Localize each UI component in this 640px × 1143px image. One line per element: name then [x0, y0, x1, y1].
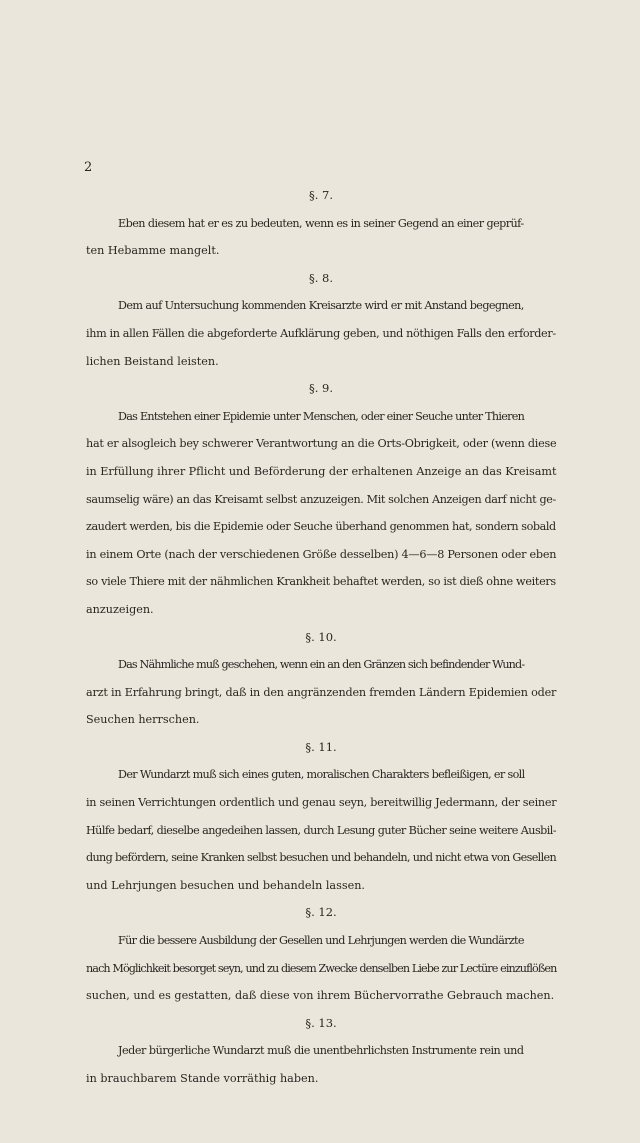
text-line: so viele Thiere mit der nähmlichen Krankheit behaftet werden, so ist dieß ohne weiters	[86, 575, 556, 589]
section-heading: §. 11.	[305, 739, 337, 754]
section-heading: §. 12.	[305, 905, 337, 920]
text-line: Jeder bürgerliche Wundarzt muß die unentbehrlichsten Instrumente rein und	[118, 1044, 524, 1058]
page-number: 2	[84, 160, 93, 175]
section-heading: §. 13.	[305, 1015, 337, 1030]
text-line: in brauchbarem Stande vorräthig haben.	[86, 1072, 319, 1085]
section-paragraph	[86, 210, 556, 265]
section-heading: §. 9.	[308, 381, 334, 396]
text-line: saumselig wäre) an das Kreisamt selbst anzuzeigen. Mit solchen Anzeigen darf nicht ge-	[86, 492, 556, 506]
text-line: Der Wundarzt muß sich eines guten, moralischen Charakters befleißigen, er soll	[118, 768, 525, 782]
section-paragraph	[86, 651, 556, 734]
text-line: in seinen Verrichtungen ordentlich und genau seyn, bereitwillig Jedermann, der seiner	[86, 796, 557, 810]
text-line: in Erfüllung ihrer Pflicht und Beförderung der erhaltenen Anzeige an das Kreisamt	[86, 464, 557, 478]
text-line: dung befördern, seine Kranken selbst besuchen und behandeln, und nicht etwa von Gesellen	[86, 851, 557, 865]
section-paragraph	[86, 927, 556, 1010]
text-line: zaudert werden, bis die Epidemie oder Seuche überhand genommen hat, sondern sobald	[86, 520, 556, 534]
section-paragraph	[86, 292, 556, 375]
text-line: suchen, und es gestatten, daß diese von ihrem Büchervorrathe Gebrauch machen.	[86, 989, 555, 1003]
section-paragraph	[86, 403, 556, 624]
text-line: Für die bessere Ausbildung der Gesellen und Lehrjungen werden die Wundärzte	[118, 934, 524, 948]
section-paragraph	[86, 761, 556, 899]
text-line: Das Nähmliche muß geschehen, wenn ein an den Gränzen sich befindender Wund-	[118, 658, 525, 672]
text-line: in einem Orte (nach der verschiedenen Größe desselben) 4—6—8 Personen oder eben	[86, 547, 557, 561]
text-line: Seuchen herrschen.	[86, 713, 200, 727]
text-line: ten Hebamme mangelt.	[86, 244, 220, 258]
text-line: Dem auf Untersuchung kommenden Kreisarzte wird er mit Anstand begegnen,	[118, 299, 524, 313]
text-line: anzuzeigen.	[86, 602, 154, 616]
section-heading: §. 10.	[305, 629, 337, 644]
text-line: lichen Beistand leisten.	[86, 354, 219, 368]
text-line: nach Möglichkeit besorget seyn, und zu diesem Zwecke denselben Liebe zur Lectüre einzuflößen	[86, 961, 557, 975]
page-body	[86, 182, 556, 1093]
section-paragraph	[86, 1037, 556, 1092]
text-line: und Lehrjungen besuchen und behandeln lassen.	[86, 878, 365, 892]
text-line: Eben diesem hat er es zu bedeuten, wenn es in seiner Gegend an einer geprüf-	[118, 216, 524, 230]
text-line: hat er alsogleich bey schwerer Verantwortung an die Orts-Obrigkeit, oder (wenn diese	[86, 437, 557, 451]
text-line: ihm in allen Fällen die abgeforderte Aufklärung geben, und nöthigen Falls den erforder-	[86, 326, 556, 340]
section-heading: §. 7.	[308, 188, 334, 202]
text-line: Das Entstehen einer Epidemie unter Menschen, oder einer Seuche unter Thieren	[118, 409, 525, 423]
section-heading: §. 8.	[308, 270, 334, 285]
text-line: Hülfe bedarf, dieselbe angedeihen lassen, durch Lesung guter Bücher seine weitere Ausbil-	[86, 823, 556, 837]
text-line: arzt in Erfahrung bringt, daß in den angränzenden fremden Ländern Epidemien oder	[86, 685, 557, 699]
